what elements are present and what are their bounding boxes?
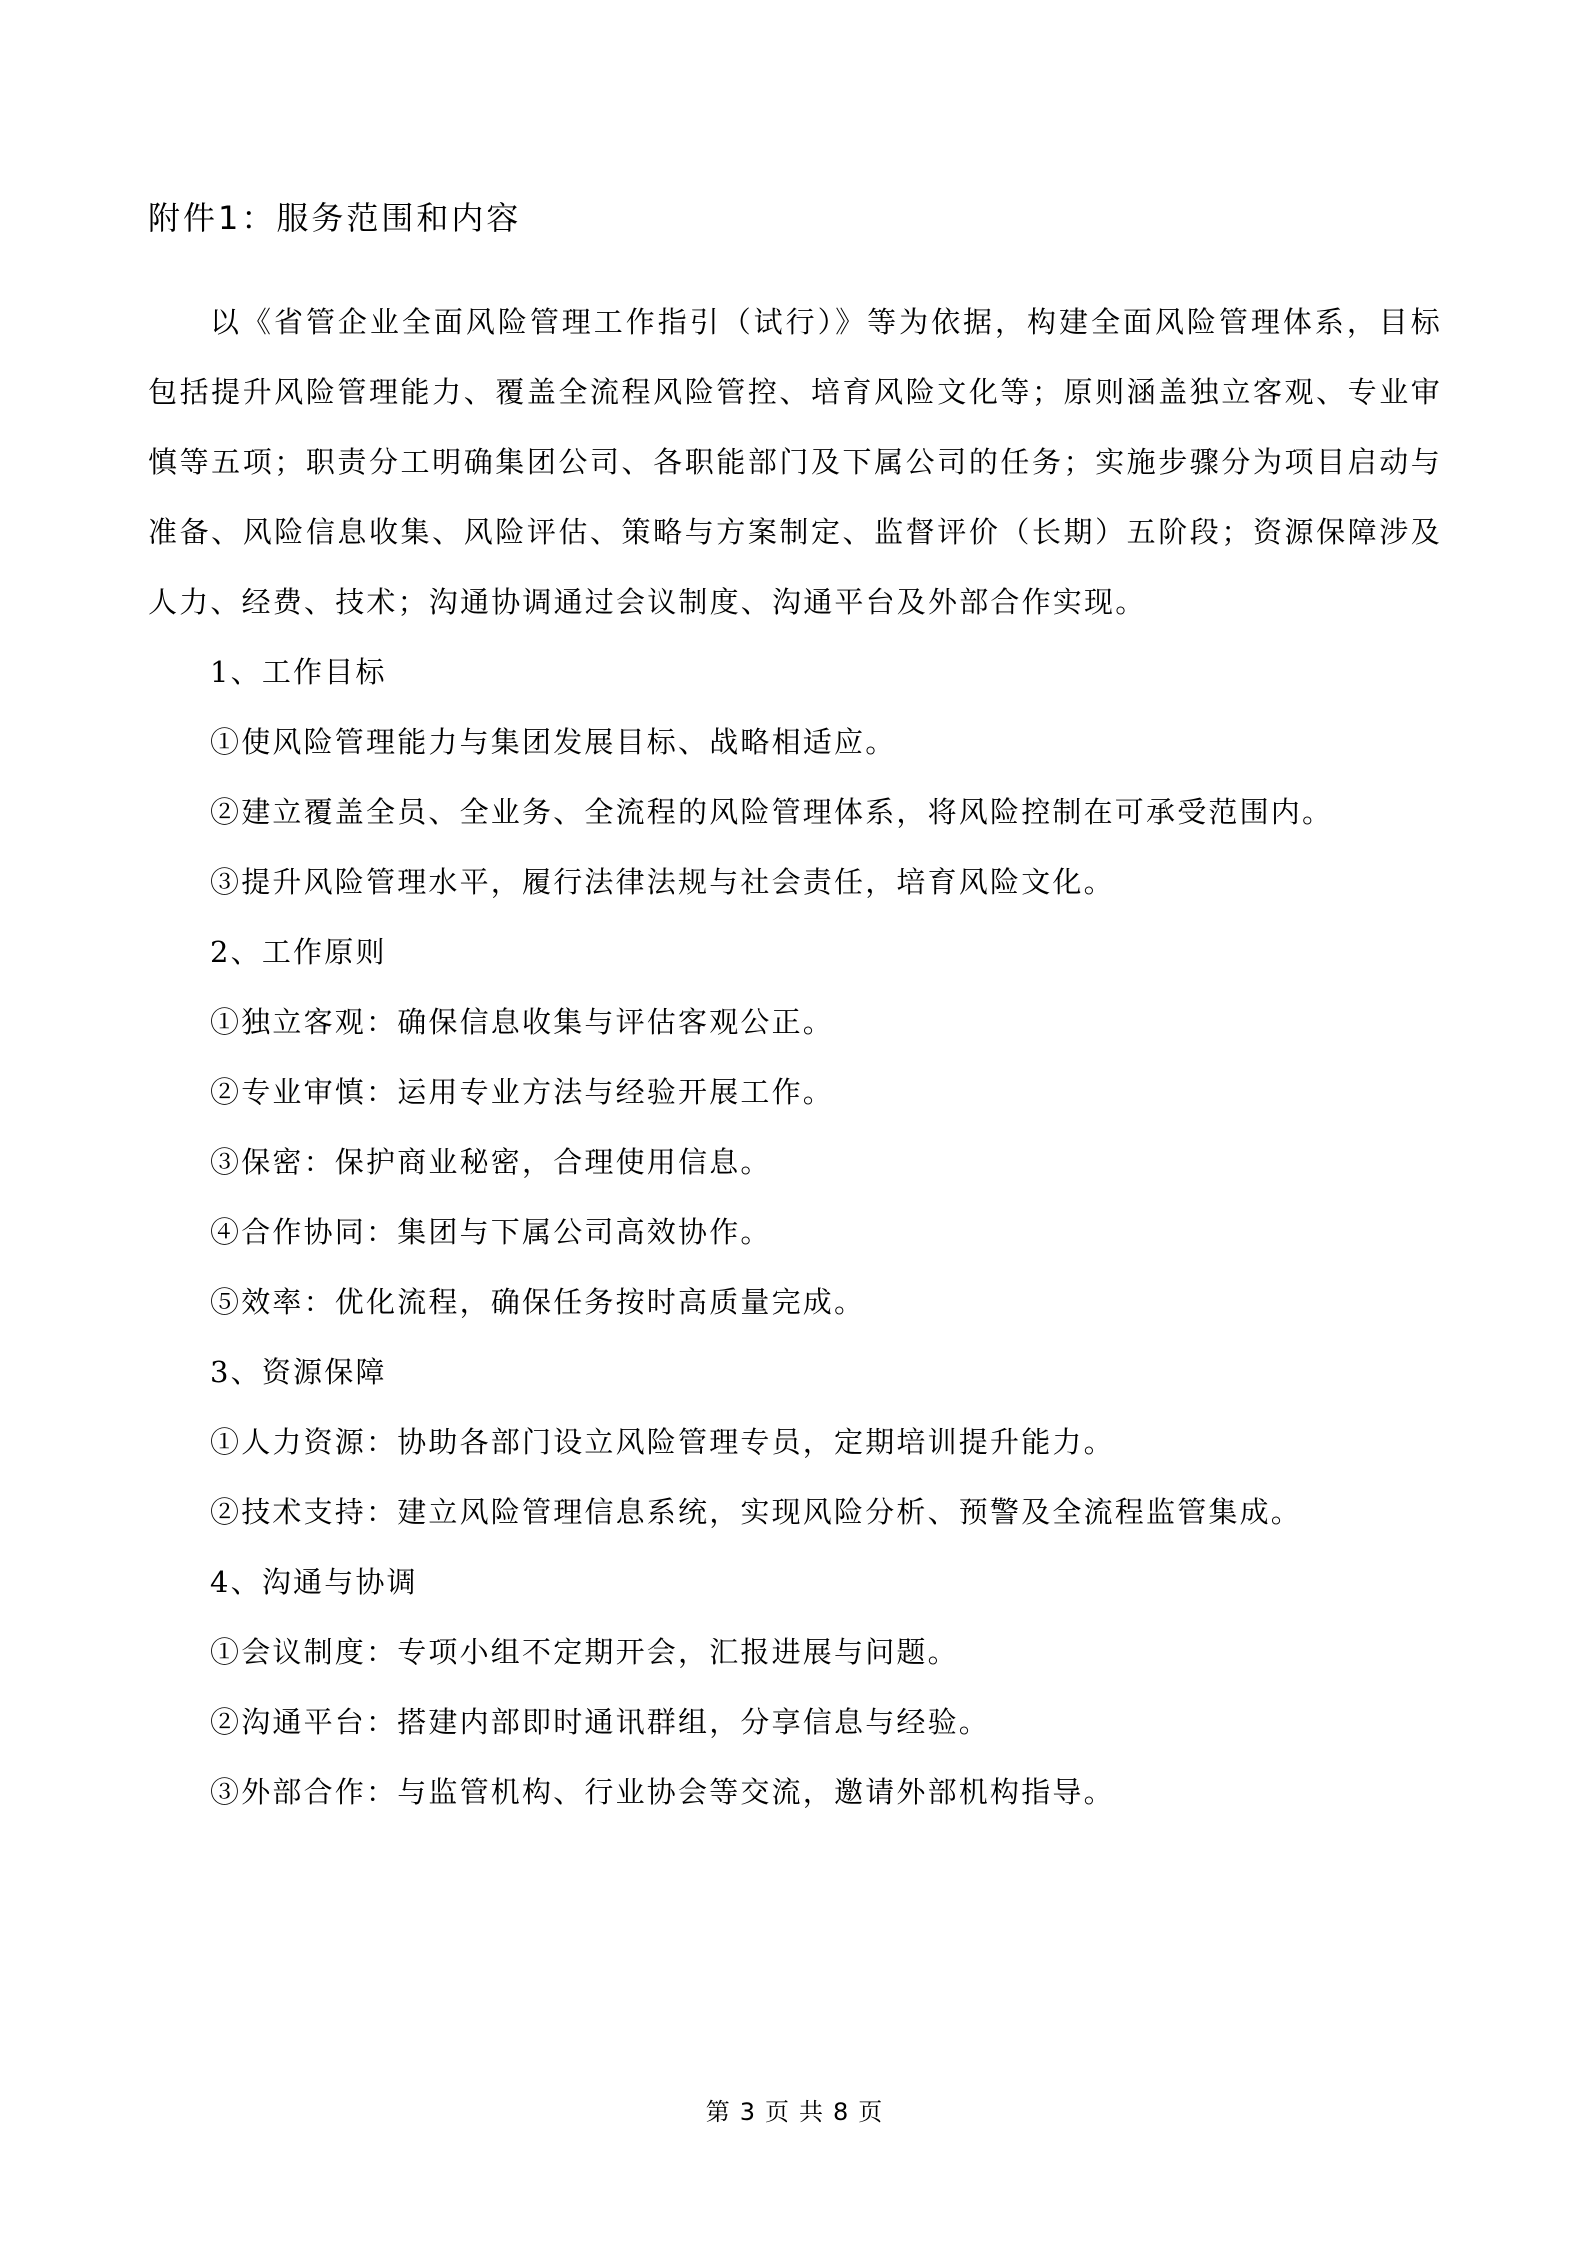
list-item: ③保密：保护商业秘密，合理使用信息。 bbox=[210, 1145, 772, 1179]
list-item: ①独立客观：确保信息收集与评估客观公正。 bbox=[210, 1005, 835, 1039]
intro-paragraph: 以《省管企业全面风险管理工作指引（试行）》等为依据，构建全面风险管理体系，目标包括提升风险管理能力、覆盖全流程风险管控、培育风险文化等；原则涵盖独立客观、专业审慎等五项；职责分工明确集团公司、各职能部门及下属公司的任务；实施步骤分为项目启动与准备、风险信息收集、风险评估、策略与方案制定、监督评价（长期）五阶段；资源保障涉及人力、经费、技术；沟通协调通过会议制度、沟通平台及外部合作实现。 bbox=[148, 305, 1442, 619]
list-item: ①使风险管理能力与集团发展目标、战略相适应。 bbox=[210, 725, 897, 759]
page-footer bbox=[0, 2094, 1588, 2130]
document-title: 附件1：服务范围和内容 bbox=[148, 199, 522, 237]
list-item: ②沟通平台：搭建内部即时通讯群组，分享信息与经验。 bbox=[210, 1705, 991, 1739]
list-item: ③提升风险管理水平，履行法律法规与社会责任，培育风险文化。 bbox=[210, 865, 1115, 899]
list-item: ③外部合作：与监管机构、行业协会等交流，邀请外部机构指导。 bbox=[210, 1775, 1115, 1809]
page-word-2: 页 bbox=[858, 2098, 883, 2126]
list-item: ①人力资源：协助各部门设立风险管理专员，定期培训提升能力。 bbox=[210, 1425, 1115, 1459]
list-item: ①会议制度：专项小组不定期开会，汇报进展与问题。 bbox=[210, 1635, 959, 1669]
list-item: ②建立覆盖全员、全业务、全流程的风险管理体系，将风险控制在可承受范围内。 bbox=[210, 795, 1334, 829]
document-body bbox=[148, 287, 1442, 1827]
list-item: ②专业审慎：运用专业方法与经验开展工作。 bbox=[210, 1075, 835, 1109]
total-pages-number: 8 bbox=[833, 2098, 849, 2126]
section-heading: 2、工作原则 bbox=[210, 935, 387, 969]
list-item: ②技术支持：建立风险管理信息系统，实现风险分析、预警及全流程监管集成。 bbox=[210, 1495, 1303, 1529]
section-resource-support bbox=[148, 1337, 1442, 1547]
section-work-principles bbox=[148, 917, 1442, 1337]
list-item: ⑤效率：优化流程，确保任务按时高质量完成。 bbox=[210, 1285, 866, 1319]
section-work-goals bbox=[148, 637, 1442, 917]
list-item: ④合作协同：集团与下属公司高效协作。 bbox=[210, 1215, 772, 1249]
page-prefix: 第 bbox=[705, 2098, 730, 2126]
total-prefix: 共 bbox=[799, 2098, 823, 2126]
section-heading: 3、资源保障 bbox=[210, 1355, 387, 1389]
section-heading: 1、工作目标 bbox=[210, 655, 387, 689]
page-word: 页 bbox=[765, 2098, 789, 2126]
section-heading: 4、沟通与协调 bbox=[210, 1565, 418, 1599]
current-page-number: 3 bbox=[739, 2098, 755, 2126]
section-communication bbox=[148, 1547, 1442, 1827]
